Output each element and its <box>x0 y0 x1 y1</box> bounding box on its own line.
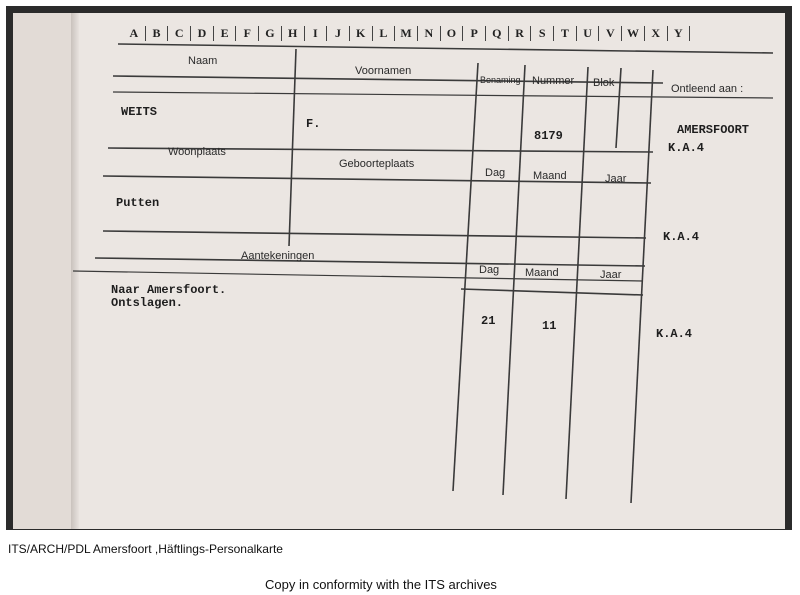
header-blok: Blok <box>593 77 615 89</box>
index-letter: T <box>554 26 577 41</box>
entry-ka-3: K.A.4 <box>656 327 693 341</box>
header-ontleend: Ontleend aan : <box>671 83 744 95</box>
entry-maand: 11 <box>542 319 557 333</box>
conformity-caption: Copy in conformity with the ITS archives <box>265 577 497 592</box>
header-aantekeningen: Aantekeningen <box>241 250 315 262</box>
index-letter: V <box>599 26 622 41</box>
entry-dag: 21 <box>481 314 496 328</box>
index-letter: J <box>327 26 350 41</box>
scanned-card-frame <box>6 6 792 530</box>
header-benaming: Benaming <box>480 75 521 85</box>
header-voornamen: Voornamen <box>355 65 412 77</box>
prisoner-card <box>13 13 785 529</box>
index-letter: E <box>214 26 237 41</box>
index-letter: K <box>350 26 373 41</box>
index-letter: D <box>191 26 214 41</box>
entry-note-line2: Ontslagen. <box>111 296 184 310</box>
entry-naam: WEITS <box>121 105 158 119</box>
index-letter: U <box>577 26 600 41</box>
header-dag-2: Dag <box>479 264 500 276</box>
entry-ka-2: K.A.4 <box>663 230 700 244</box>
header-naam: Naam <box>188 55 218 67</box>
index-letter: H <box>282 26 305 41</box>
index-letter: Q <box>486 26 509 41</box>
index-letter: C <box>168 26 191 41</box>
entry-nummer: 8179 <box>534 129 563 143</box>
header-dag-1: Dag <box>485 167 506 179</box>
header-nummer: Nummer <box>532 75 575 87</box>
entry-voornamen: F. <box>306 117 321 131</box>
index-letter: I <box>305 26 328 41</box>
index-letter: O <box>441 26 464 41</box>
index-letter: L <box>373 26 396 41</box>
header-jaar-1: Jaar <box>605 173 627 185</box>
index-letter: A <box>123 26 146 41</box>
index-letter: N <box>418 26 441 41</box>
index-letter: X <box>645 26 668 41</box>
index-letter: F <box>236 26 259 41</box>
header-maand-2: Maand <box>525 267 559 279</box>
header-woonplaats: Woonplaats <box>168 146 226 158</box>
header-maand-1: Maand <box>533 170 567 182</box>
source-caption: ITS/ARCH/PDL Amersfoort ,Häftlings-Personalkarte <box>8 542 283 556</box>
entry-ontleend: AMERSFOORT <box>677 123 750 137</box>
entry-ka-1: K.A.4 <box>668 141 705 155</box>
index-letter: S <box>531 26 554 41</box>
index-letter: B <box>146 26 169 41</box>
index-letter: Y <box>668 26 691 41</box>
index-letter: P <box>463 26 486 41</box>
header-geboorteplaats: Geboorteplaats <box>339 158 415 170</box>
index-letter: W <box>622 26 645 41</box>
index-letter: G <box>259 26 282 41</box>
form-grid-lines <box>13 13 785 529</box>
entry-note-line1: Naar Amersfoort. <box>111 283 227 297</box>
header-jaar-2: Jaar <box>600 269 622 281</box>
index-letter: M <box>395 26 418 41</box>
index-letter: R <box>509 26 532 41</box>
entry-woonplaats: Putten <box>116 196 160 210</box>
